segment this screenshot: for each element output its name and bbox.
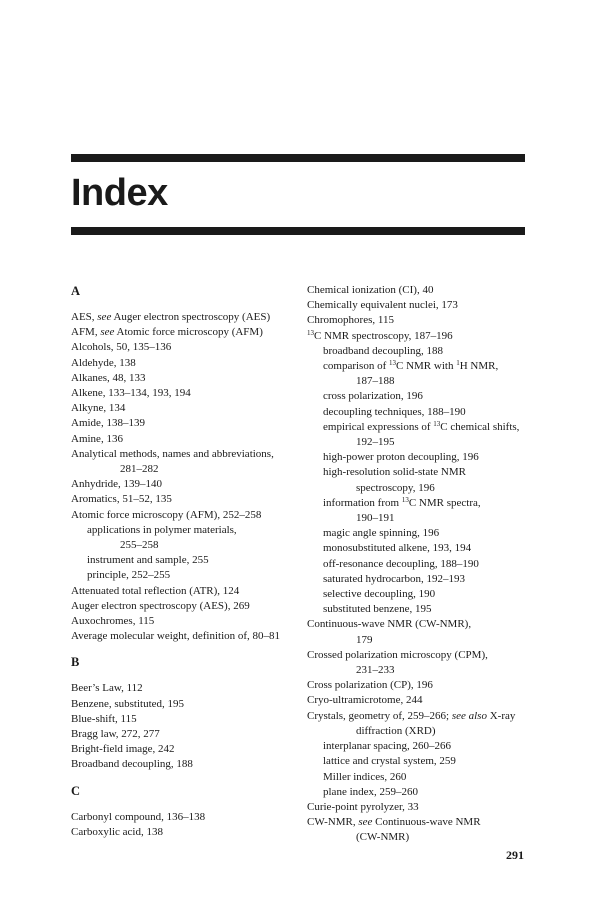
index-subentry: cross polarization, 196 [323,390,423,403]
index-subentry: saturated hydrocarbon, 192–193 [323,572,466,585]
index-subentry: principle, 252–255 [87,569,171,582]
index-entry: Atomic force microscopy (AFM), 252–258 [71,508,262,521]
index-entry: Crossed polarization microscopy (CPM), 231–233 [307,648,488,677]
index-subentry: empirical expressions of $^{13}$C chemical shifts, 192–195 [323,419,520,449]
index-entry: Chemically equivalent nuclei, 173 [307,299,458,312]
index-subentry: information from $^{13}$C NMR spectra, 190–191 [323,495,481,525]
index-subentry: decoupling techniques, 188–190 [323,405,466,418]
index-subentry: substituted benzene, 195 [323,603,432,616]
index-entry: Amine, 136 [71,432,123,445]
index-subentry: lattice and crystal system, 259 [323,755,456,768]
index-subentry: high-power proton decoupling, 196 [323,451,479,464]
index-entry: Cryo-ultramicrotome, 244 [307,694,423,707]
index-entry: Analytical methods, names and abbreviations, 281–282 [71,447,274,476]
index-entry: Crystals, geometry of, 259–266; see also X-ray diffraction (XRD) [307,709,516,737]
index-subentry: high-resolution solid-state NMR spectroscopy, 196 [323,466,466,494]
index-subentry: plane index, 259–260 [323,785,419,798]
index-entry: Average molecular weight, definition of, 80–81 [71,630,281,643]
index-column-right [307,283,529,846]
index-entry: Anhydride, 139–140 [71,478,163,491]
index-entry: Alkyne, 134 [71,402,126,415]
index-entry: Auxochromes, 115 [71,615,155,628]
index-entry: Beer’s Law, 112 [71,682,143,695]
index-entry: $^{13}$C NMR spectroscopy, 187–196 [307,328,453,342]
index-entry: Chemical ionization (CI), 40 [307,284,434,296]
index-entry: Alkanes, 48, 133 [71,371,146,384]
section-letter-b: B [71,655,80,670]
index-entry: Bragg law, 272, 277 [71,728,160,741]
section-letter-c: C [71,783,81,798]
index-subentry: magic angle spinning, 196 [323,527,440,540]
index-entry: Alcohols, 50, 135–136 [71,341,172,354]
index-entry: CW-NMR, see Continuous-wave NMR (CW-NMR) [307,816,481,844]
index-entry: Cross polarization (CP), 196 [307,679,433,692]
page-number: 291 [506,848,524,862]
index-entry: Attenuated total reflection (ATR), 124 [71,584,240,597]
index-entry: Aldehyde, 138 [71,356,136,369]
index-subentry: off-resonance decoupling, 188–190 [323,557,479,570]
index-entry: Blue-shift, 115 [71,712,137,725]
index-subentry: applications in polymer materials, 255–258 [87,523,237,552]
index-entry: Amide, 138–139 [71,417,145,430]
index-subentry: broadband decoupling, 188 [323,344,444,357]
index-subentry: instrument and sample, 255 [87,554,209,567]
section-letter-a: A [71,284,81,298]
index-entry: Auger electron spectroscopy (AES), 269 [71,599,250,612]
index-entry: AFM, see Atomic force microscopy (AFM) [71,326,263,339]
title-rule-bottom [71,227,525,235]
index-entry: Benzene, substituted, 195 [71,697,185,710]
index-subentry: Miller indices, 260 [323,770,407,783]
index-entry: Aromatics, 51–52, 135 [71,493,172,506]
index-entry: Broadband decoupling, 188 [71,758,193,771]
index-entry: AES, see Auger electron spectroscopy (AES) [71,311,271,323]
index-subentry: selective decoupling, 190 [323,588,436,601]
index-subentry: monosubstituted alkene, 193, 194 [323,542,472,555]
index-subentry: comparison of $^{13}$C NMR with $^1$H NMR, 187–188 [323,359,499,388]
index-entry: Carboxylic acid, 138 [71,825,163,838]
title-rule-top [71,154,525,162]
index-column-left [71,283,293,840]
index-entry: Chromophores, 115 [307,314,394,327]
index-entry: Continuous-wave NMR (CW-NMR), 179 [307,618,472,646]
index-entry: Curie-point pyrolyzer, 33 [307,800,419,813]
index-entry: Bright-field image, 242 [71,743,175,756]
index-entry: Carbonyl compound, 136–138 [71,810,206,823]
page-title: Index [71,172,168,214]
index-entry: Alkene, 133–134, 193, 194 [71,387,191,400]
index-subentry: interplanar spacing, 260–266 [323,740,451,753]
